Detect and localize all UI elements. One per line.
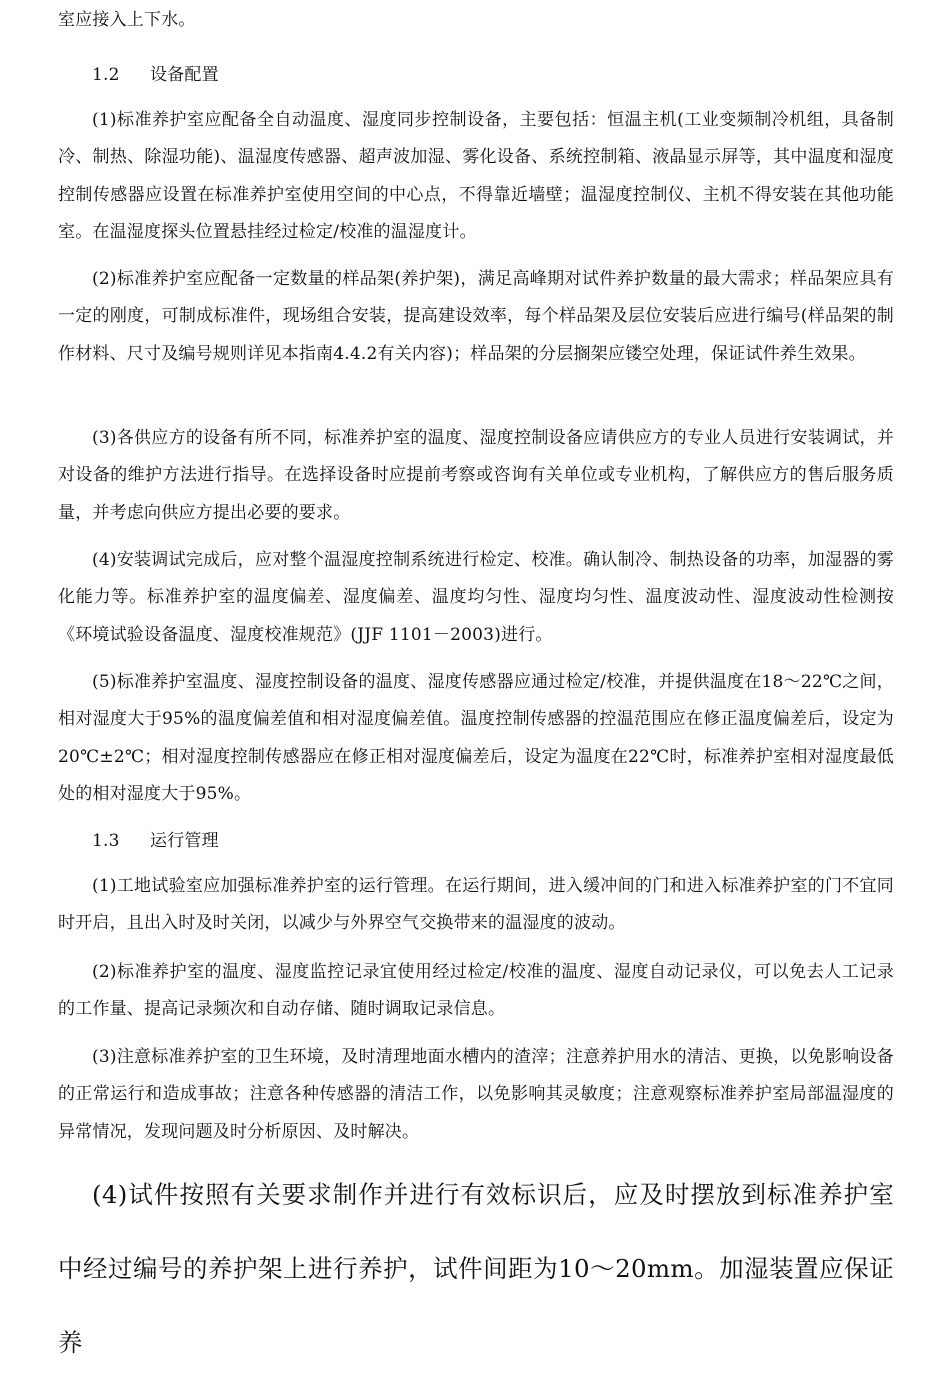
section-title: 运行管理 (150, 831, 219, 851)
section-heading-1-3 (92, 826, 219, 856)
continuation-text: 室应接入上下水。 (58, 10, 196, 30)
section-heading-1-2 (92, 60, 219, 90)
section-number: 1.3 (92, 831, 120, 851)
paragraph-1-2-5: (5)标准养护室温度、湿度控制设备的温度、湿度传感器应通过检定/校准，并提供温度在18～22℃之间，相对湿度大于95%的温度偏差值和相对湿度偏差值。温度控制传感器的控温范围应在修正温度偏差后，设定为20℃±2℃；相对湿度控制传感器应在修正相对湿度偏差后，设定为温度在22℃时，标准养护室相对湿度最低处的相对湿度大于95%。 (58, 672, 894, 804)
section-title: 设备配置 (150, 65, 219, 85)
paragraph-1-3-1: (1)工地试验室应加强标准养护室的运行管理。在运行期间，进入缓冲间的门和进入标准养护室的门不宜同时开启，且出入时及时关闭，以减少与外界空气交换带来的温湿度的波动。 (58, 876, 894, 934)
paragraph-1-2-3: (3)各供应方的设备有所不同，标准养护室的温度、湿度控制设备应请供应方的专业人员进行安装调试，并对设备的维护方法进行指导。在选择设备时应提前考察或咨询有关单位或专业机构，了解供应方的售后服务质量，并考虑向供应方提出必要的要求。 (58, 428, 894, 523)
paragraph-1-3-3: (3)注意标准养护室的卫生环境，及时清理地面水槽内的渣滓；注意养护用水的清洁、更换，以免影响设备的正常运行和造成事故；注意各种传感器的清洁工作，以免影响其灵敏度；注意观察标准养护室局部温湿度的异常情况，发现问题及时分析原因、及时解决。 (58, 1047, 894, 1142)
section-number: 1.2 (92, 65, 120, 85)
paragraph-1-2-4: (4)安装调试完成后，应对整个温湿度控制系统进行检定、校准。确认制冷、制热设备的功率，加湿器的雾化能力等。标准养护室的温度偏差、湿度偏差、温度均匀性、湿度均匀性、温度波动性、湿度波动性检测按《环境试验设备温度、湿度校准规范》(JJF 1101－2003)进行。 (58, 550, 894, 645)
paragraph-1-3-2: (2)标准养护室的温度、湿度监控记录宜使用经过检定/校准的温度、湿度自动记录仪，可以免去人工记录的工作量、提高记录频次和自动存储、随时调取记录信息。 (58, 962, 894, 1020)
large-paragraph: (4)试件按照有关要求制作并进行有效标识后，应及时摆放到标准养护室中经过编号的养护架上进行养护，试件间距为10～20mm。加湿装置应保证养 (58, 1180, 894, 1357)
paragraph-1-2-1: (1)标准养护室应配备全自动温度、湿度同步控制设备，主要包括：恒温主机(工业变频制冷机组，具备制冷、制热、除湿功能)、温湿度传感器、超声波加湿、雾化设备、系统控制箱、液晶显示屏等，其中温度和湿度控制传感器应设置在标准养护室使用空间的中心点，不得靠近墙壁；温湿度控制仪、主机不得安装在其他功能室。在温湿度探头位置悬挂经过检定/校准的温湿度计。 (58, 110, 894, 242)
paragraph-1-2-2: (2)标准养护室应配备一定数量的样品架(养护架)，满足高峰期对试件养护数量的最大需求；样品架应具有一定的刚度，可制成标准件，现场组合安装，提高建设效率，每个样品架及层位安装后应进行编号(样品架的制作材料、尺寸及编号规则详见本指南4.4.2有关内容)；样品架的分层搁架应镂空处理，保证试件养生效果。 (58, 269, 894, 364)
